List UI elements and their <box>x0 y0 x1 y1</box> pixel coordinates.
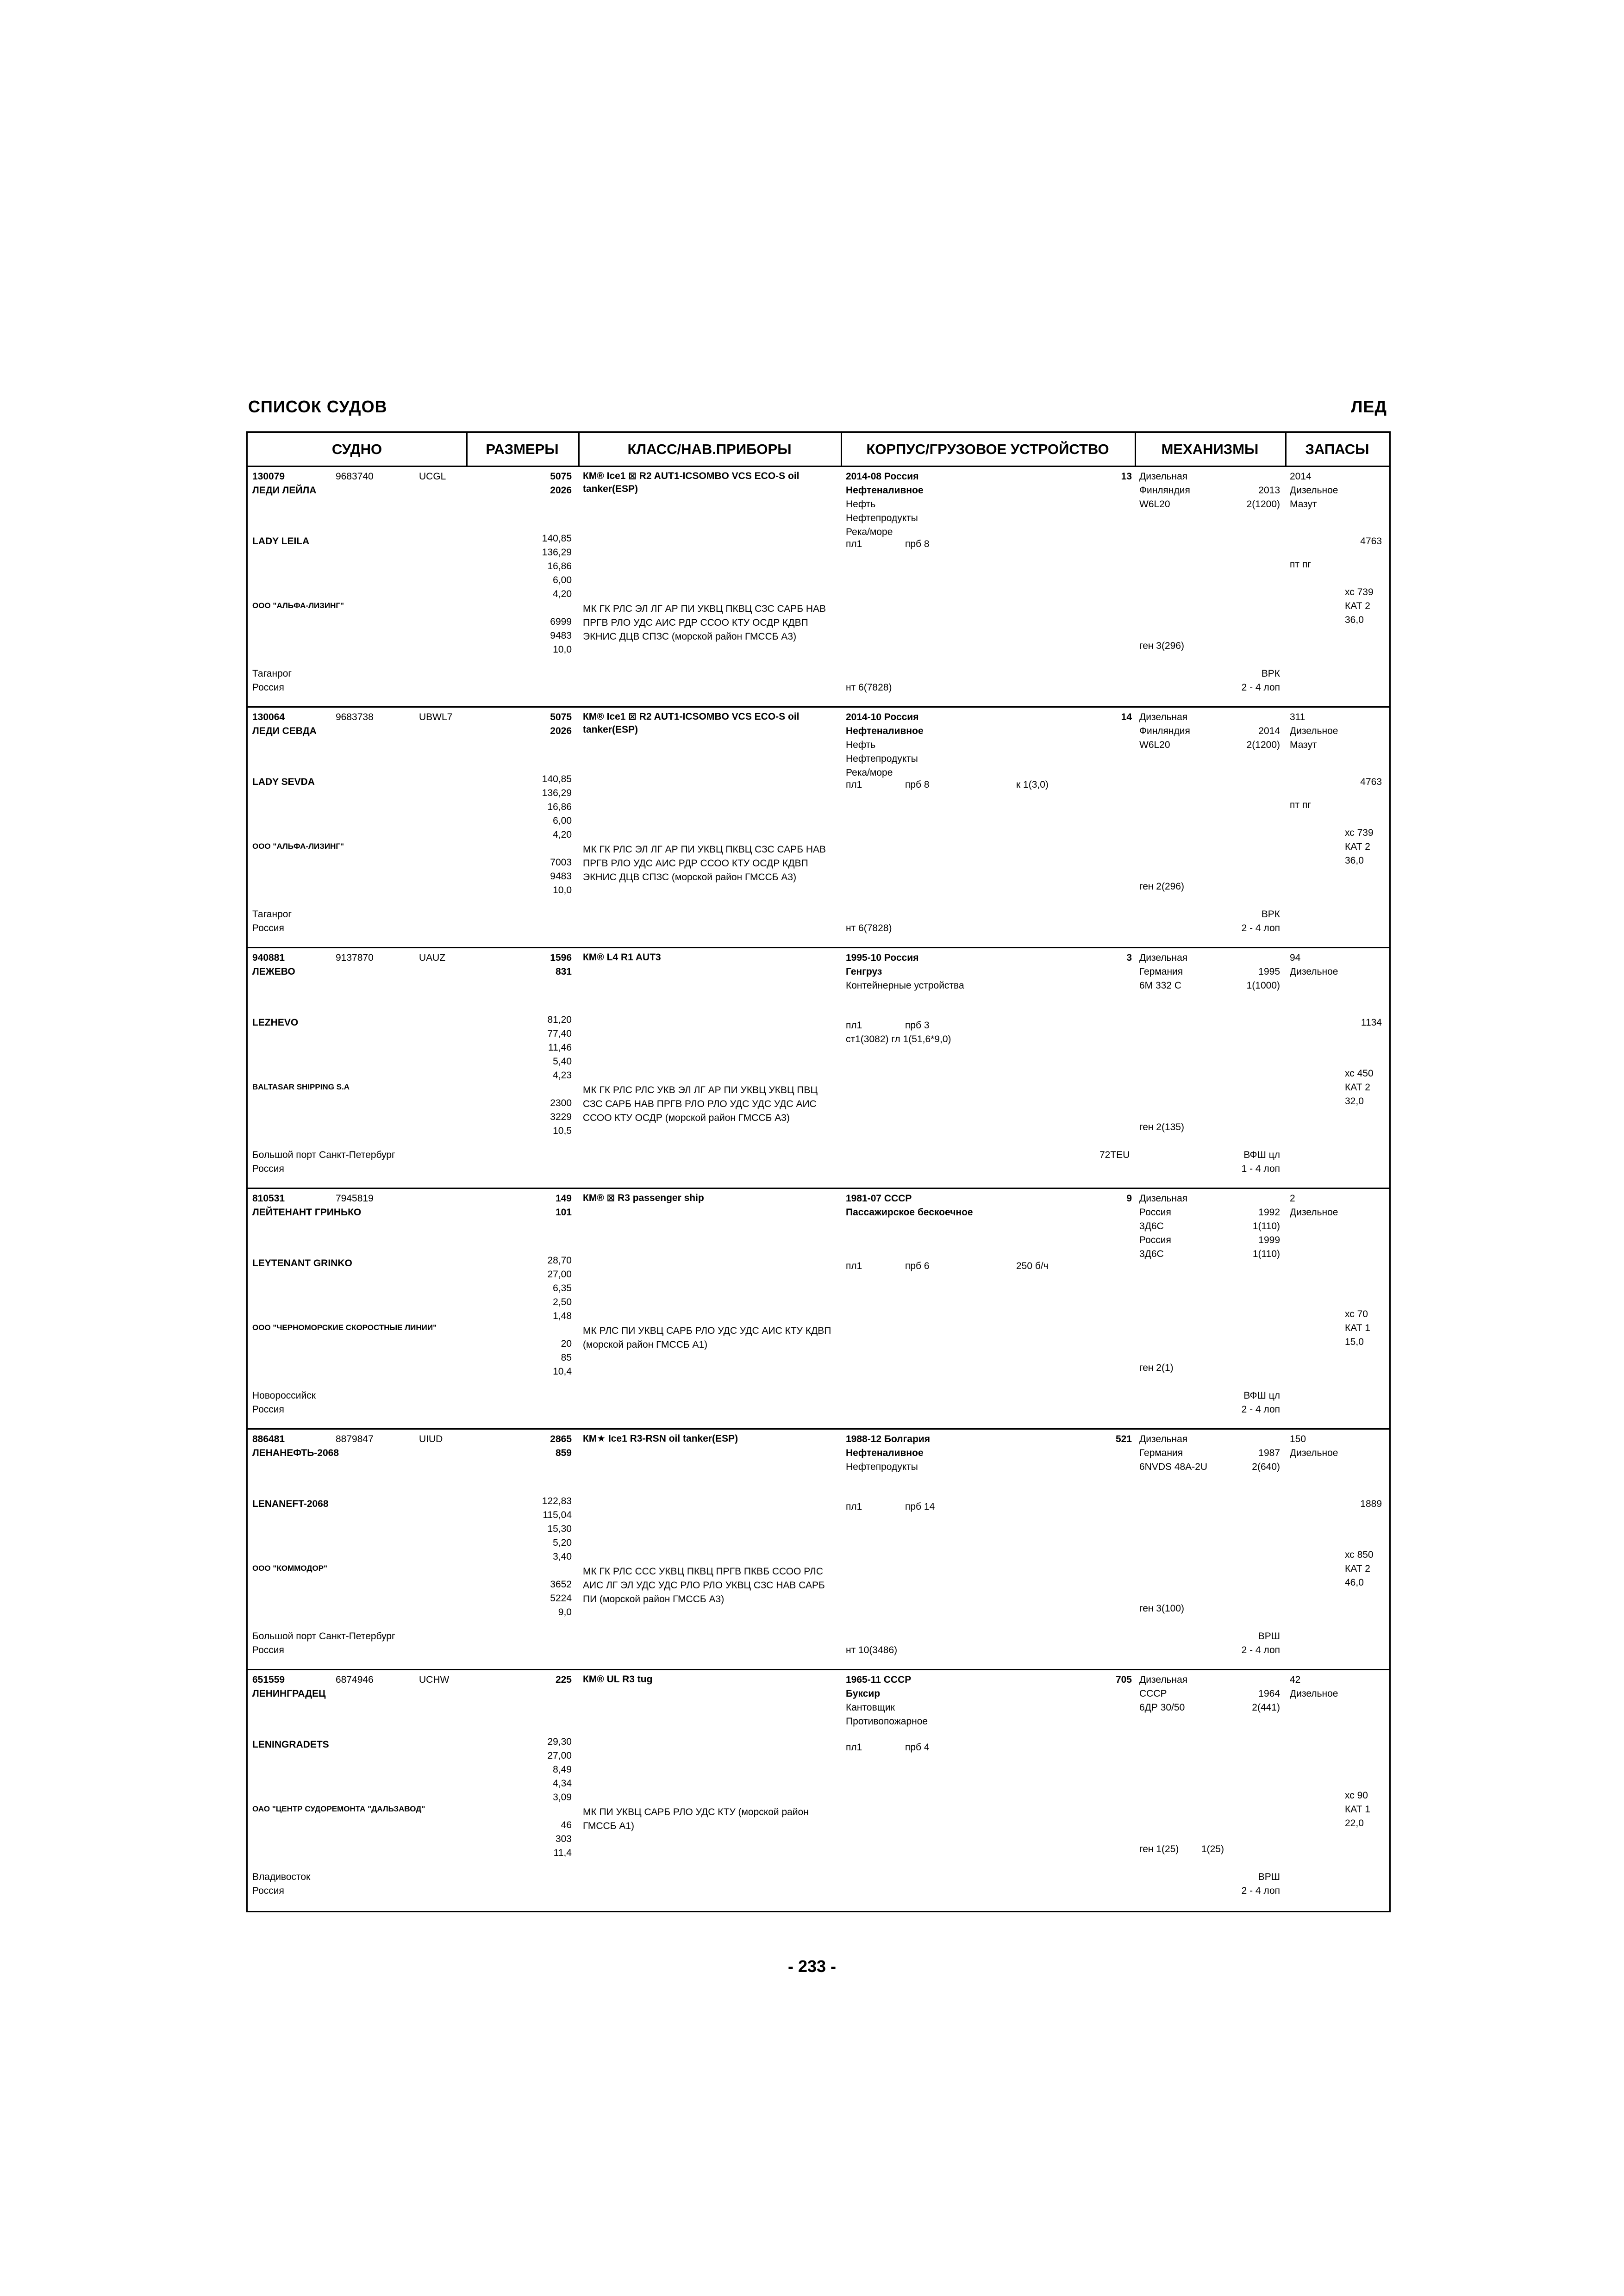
cargo-line-2: Кантовщик <box>846 1702 895 1713</box>
deadweight-2: 9483 <box>550 630 572 641</box>
fuel-type: Дизельное <box>1290 726 1338 736</box>
fuel-type: Дизельное <box>1290 1207 1338 1218</box>
xc-value: хс 850 <box>1345 1549 1374 1560</box>
category: КАТ 2 <box>1345 1563 1370 1574</box>
reg-number: 130079 <box>252 471 285 482</box>
bulkhead-info: прб 4 <box>905 1742 930 1753</box>
engine-country: Финляндия <box>1139 485 1190 496</box>
engine-year: 2013 <box>1258 485 1280 496</box>
imo-number: 7945819 <box>336 1193 374 1204</box>
nav-equipment: МК ГК РЛС РЛС УКВ ЭЛ ЛГ АР ПИ УКВЦ УКВЦ ПВЦ СЗС САРБ НАВ ПРГВ РЛО РЛО УДС УДС УДС АИС ССОО КТУ ОСДР (морской район ГМССБ А3) <box>583 1085 818 1123</box>
category: КАТ 2 <box>1345 841 1370 852</box>
call-sign: UBWL7 <box>419 712 453 722</box>
ship-name-en: LADY SEVDA <box>252 777 315 787</box>
category: КАТ 2 <box>1345 601 1370 611</box>
engine-type: Дизельная <box>1139 1193 1188 1204</box>
dim-4: 6,00 <box>553 575 572 585</box>
cargo-line-2: Нефтепродукты <box>846 1462 918 1472</box>
generators: ген 3(296) <box>1139 641 1185 651</box>
ship-name-en: LEZHEVO <box>252 1017 299 1028</box>
ship-name-ru: ЛЕЖЕВО <box>252 966 295 977</box>
ship-name-ru: ЛЕНИНГРАДЕЦ <box>252 1688 326 1699</box>
nav-equipment: МК ПИ УКВЦ САРБ РЛО УДС КТУ (морской район ГМССБ А1) <box>583 1807 809 1831</box>
section-label: ЛЕД <box>1351 397 1387 416</box>
reserve-year: 311 <box>1290 712 1305 722</box>
col-divider <box>578 433 580 467</box>
dim-3: 16,86 <box>547 802 572 812</box>
owner: ООО "ЧЕРНОМОРСКИЕ СКОРОСТНЫЕ ЛИНИИ" <box>252 1323 437 1332</box>
imo-number: 9137870 <box>336 952 374 963</box>
dim-1: 29,30 <box>547 1736 572 1747</box>
category: КАТ 1 <box>1345 1323 1370 1333</box>
ship-type: Генгруз <box>846 966 882 977</box>
engine-year: 1964 <box>1258 1688 1280 1699</box>
cargo-line-2: Нефть <box>846 740 876 750</box>
reserve-year: 2014 <box>1290 471 1312 482</box>
flag: Россия <box>252 1645 284 1655</box>
dim-5: 4,20 <box>553 589 572 599</box>
propeller: ВФШ цл <box>1243 1390 1280 1401</box>
call-sign: UCGL <box>419 471 446 482</box>
gross-tonnage: 5075 <box>550 471 572 482</box>
ship-record <box>248 708 1389 948</box>
deadweight-1: 7003 <box>550 857 572 868</box>
nav-equipment: МК ГК РЛС ЭЛ ЛГ АР ПИ УКВЦ ПКВЦ СЗС САРБ НАВ ПРГВ РЛО УДС АИС РДР ССОО КТУ ОСДР КДВП ЭКНИС ДЦВ СПЗС (морской район ГМССБ А3) <box>583 604 826 642</box>
speed: 10,5 <box>553 1126 572 1136</box>
bulkhead-info: прб 3 <box>905 1020 930 1031</box>
ship-record <box>248 1670 1389 1911</box>
cargo-gear: ст1(3082) гл 1(51,6*9,0) <box>846 1034 951 1045</box>
engine-model: 6NVDS 48A-2U <box>1139 1462 1208 1472</box>
fuel-type: Дизельное <box>1290 966 1338 977</box>
hull-number: 9 <box>1126 1193 1132 1204</box>
gross-tonnage: 149 <box>555 1193 572 1204</box>
dim-1: 140,85 <box>542 533 572 544</box>
nav-equipment: МК ГК РЛС ЭЛ ЛГ АР ПИ УКВЦ ПКВЦ СЗС САРБ НАВ ПРГВ РЛО УДС АИС РДР ССОО КТУ ОСДР КДВП ЭКНИС ДЦВ СПЗС (морской район ГМССБ А3) <box>583 844 826 883</box>
col-header-ship: СУДНО <box>248 433 466 467</box>
dim-2: 136,29 <box>542 788 572 798</box>
flag: Россия <box>252 682 284 693</box>
dim-5: 4,20 <box>553 829 572 840</box>
dim-4: 5,40 <box>553 1056 572 1067</box>
hold-extra: к 1(3,0) <box>1016 779 1049 790</box>
reserve-marks: пт пг <box>1290 559 1311 570</box>
dim-3: 8,49 <box>553 1764 572 1775</box>
speed: 10,0 <box>553 644 572 655</box>
generators: ген 2(1) <box>1139 1363 1174 1373</box>
deck-info: пл1 <box>846 779 862 790</box>
dim-4: 5,20 <box>553 1537 572 1548</box>
ship-record <box>248 1189 1389 1430</box>
dim-2: 27,00 <box>547 1750 572 1761</box>
page-title: СПИСОК СУДОВ <box>248 397 387 416</box>
speed: 10,0 <box>553 885 572 896</box>
engine-power: 2(1200) <box>1246 499 1280 510</box>
deadweight-2: 5224 <box>550 1593 572 1604</box>
engine-type: Дизельная <box>1139 1674 1188 1685</box>
engine-country: СССР <box>1139 1688 1167 1699</box>
owner: ООО "КОММОДОР" <box>252 1564 328 1573</box>
net-tonnage: 859 <box>555 1448 572 1458</box>
tank-info: нт 6(7828) <box>846 923 892 933</box>
hull-number: 521 <box>1115 1434 1132 1444</box>
propeller: ВРК <box>1261 668 1280 679</box>
home-port: Новороссийск <box>252 1390 316 1401</box>
xc-value: хс 90 <box>1345 1790 1368 1801</box>
blades: 2 - 4 лоп <box>1241 682 1280 693</box>
engine-country: Германия <box>1139 1448 1183 1458</box>
deadweight-1: 20 <box>561 1338 572 1349</box>
class-notation: КМ® Ice1 ⊠ R2 AUT1-ICSOMBO VCS ECO-S oil tanker(ESP) <box>583 471 800 494</box>
col-divider <box>466 433 468 467</box>
engine-power: 2(640) <box>1252 1462 1280 1472</box>
engine-power-2: 1(110) <box>1252 1249 1280 1259</box>
category-value: 36,0 <box>1345 615 1364 625</box>
class-notation: КМ® ⊠ R3 passenger ship <box>583 1193 704 1203</box>
ship-name-en: LEYTENANT GRINKO <box>252 1258 352 1269</box>
tank-info: нт 6(7828) <box>846 682 892 693</box>
flag: Россия <box>252 1885 284 1896</box>
cargo-line-2: Контейнерные устройства <box>846 980 964 991</box>
category-value: 22,0 <box>1345 1818 1364 1829</box>
fuel-type-2: Мазут <box>1290 740 1317 750</box>
col-divider <box>841 433 842 467</box>
reserve-year: 150 <box>1290 1434 1306 1444</box>
gross-tonnage: 1596 <box>550 952 572 963</box>
blades: 2 - 4 лоп <box>1241 1885 1280 1896</box>
dim-5: 3,40 <box>553 1551 572 1562</box>
deadweight-1: 3652 <box>550 1579 572 1590</box>
class-notation: КМ® UL R3 tug <box>583 1674 653 1685</box>
hull-number: 705 <box>1115 1674 1132 1685</box>
call-sign: UCHW <box>419 1674 450 1685</box>
col-divider <box>1135 433 1136 467</box>
category: КАТ 1 <box>1345 1804 1370 1815</box>
build-info: 1988-12 Болгария <box>846 1434 931 1444</box>
call-sign: UAUZ <box>419 952 446 963</box>
imo-number: 6874946 <box>336 1674 374 1685</box>
build-info: 1995-10 Россия <box>846 952 919 963</box>
engine-type: Дизельная <box>1139 471 1188 482</box>
reg-number: 886481 <box>252 1434 285 1444</box>
build-info: 2014-10 Россия <box>846 712 919 722</box>
generators-2: 1(25) <box>1201 1844 1224 1854</box>
xc-value: хс 70 <box>1345 1309 1368 1319</box>
reserve-capacity: 4763 <box>1360 777 1382 787</box>
engine-country: Финляндия <box>1139 726 1190 736</box>
xc-value: хс 739 <box>1345 828 1374 838</box>
ship-record <box>248 467 1389 708</box>
deadweight-1: 2300 <box>550 1098 572 1108</box>
bulkhead-info: прб 8 <box>905 539 930 549</box>
ship-name-en: LENANEFT-2068 <box>252 1499 329 1509</box>
tank-info: нт 10(3486) <box>846 1645 898 1655</box>
engine-model-2: 3Д6С <box>1139 1249 1164 1259</box>
engine-model: W6L20 <box>1139 740 1170 750</box>
gross-tonnage: 5075 <box>550 712 572 722</box>
speed: 9,0 <box>558 1607 572 1618</box>
cargo-line-4: Река/море <box>846 527 893 537</box>
blades: 2 - 4 лоп <box>1241 1404 1280 1415</box>
deadweight-1: 46 <box>561 1820 572 1830</box>
xc-value: хс 739 <box>1345 587 1374 597</box>
fuel-type: Дизельное <box>1290 485 1338 496</box>
engine-type: Дизельная <box>1139 952 1188 963</box>
dim-2: 115,04 <box>543 1510 572 1520</box>
reg-number: 940881 <box>252 952 285 963</box>
speed: 11,4 <box>553 1848 572 1858</box>
engine-model: 6M 332 C <box>1139 980 1182 991</box>
reg-number: 651559 <box>252 1674 285 1685</box>
build-info: 1981-07 СССР <box>846 1193 912 1204</box>
engine-power: 1(110) <box>1252 1221 1280 1232</box>
engine-year: 2014 <box>1258 726 1280 736</box>
propeller: ВФШ цл <box>1243 1150 1280 1160</box>
build-info: 1965-11 СССР <box>846 1674 912 1685</box>
net-tonnage: 831 <box>555 966 572 977</box>
blades: 2 - 4 лоп <box>1241 1645 1280 1655</box>
ships-table <box>246 431 1391 1912</box>
dim-3: 15,30 <box>547 1524 572 1534</box>
dim-1: 122,83 <box>542 1496 572 1506</box>
bulkhead-info: прб 8 <box>905 779 930 790</box>
engine-country-2: Россия <box>1139 1235 1171 1245</box>
net-tonnage: 2026 <box>550 726 572 736</box>
nav-equipment: МК РЛС ПИ УКВЦ САРБ РЛО УДС УДС АИС КТУ КДВП (морской район ГМССБ А1) <box>583 1325 831 1350</box>
ship-name-en: LENINGRADETS <box>252 1739 329 1750</box>
ship-type: Нефтеналивное <box>846 485 924 496</box>
reg-number: 810531 <box>252 1193 285 1204</box>
dim-4: 4,34 <box>553 1778 572 1789</box>
engine-power: 1(1000) <box>1246 980 1280 991</box>
ship-name-ru: ЛЕДИ ЛЕЙЛА <box>252 485 317 496</box>
fuel-type: Дизельное <box>1290 1688 1338 1699</box>
fuel-type-2: Мазут <box>1290 499 1317 510</box>
ship-record <box>248 948 1389 1189</box>
home-port: Большой порт Санкт-Петербург <box>252 1150 395 1160</box>
engine-year-2: 1999 <box>1258 1235 1280 1245</box>
reserve-year: 42 <box>1290 1674 1301 1685</box>
dim-1: 140,85 <box>542 774 572 784</box>
blades: 1 - 4 лоп <box>1241 1164 1280 1174</box>
dim-1: 28,70 <box>547 1255 572 1266</box>
dim-2: 136,29 <box>542 547 572 558</box>
ship-record <box>248 1430 1389 1670</box>
generators: ген 1(25) <box>1139 1844 1179 1854</box>
dim-4: 6,00 <box>553 815 572 826</box>
deadweight-2: 3229 <box>550 1112 572 1122</box>
category: КАТ 2 <box>1345 1082 1370 1093</box>
cargo-line-4: Река/море <box>846 767 893 778</box>
col-header-reserves: ЗАПАСЫ <box>1285 433 1389 467</box>
deadweight-1: 6999 <box>550 616 572 627</box>
class-notation: КМ★ Ice1 R3-RSN oil tanker(ESP) <box>583 1433 738 1444</box>
dim-2: 77,40 <box>547 1028 572 1039</box>
engine-year: 1995 <box>1258 966 1280 977</box>
owner: ОАО "ЦЕНТР СУДОРЕМОНТА "ДАЛЬЗАВОД" <box>252 1804 425 1813</box>
hull-number: 13 <box>1121 471 1132 482</box>
category-value: 46,0 <box>1345 1577 1364 1588</box>
category-value: 32,0 <box>1345 1096 1364 1107</box>
dim-2: 27,00 <box>547 1269 572 1280</box>
deck-info: пл1 <box>846 539 862 549</box>
col-header-dims: РАЗМЕРЫ <box>466 433 578 467</box>
home-port: Таганрог <box>252 668 292 679</box>
xc-value: хс 450 <box>1345 1068 1374 1079</box>
owner: ООО "АЛЬФА-ЛИЗИНГ" <box>252 601 344 610</box>
category-value: 36,0 <box>1345 855 1364 866</box>
page-number: - 233 - <box>787 1957 837 1976</box>
deck-info: пл1 <box>846 1020 862 1031</box>
propeller: ВРШ <box>1258 1872 1280 1882</box>
dim-3: 16,86 <box>547 561 572 572</box>
deck-info: пл1 <box>846 1742 862 1753</box>
engine-year: 1992 <box>1258 1207 1280 1218</box>
dim-5: 4,23 <box>553 1070 572 1081</box>
deadweight-2: 85 <box>561 1352 572 1363</box>
propeller: ВРК <box>1261 909 1280 920</box>
cargo-line-3: Противопожарное <box>846 1716 928 1727</box>
category-value: 15,0 <box>1345 1337 1364 1347</box>
class-notation: КМ® L4 R1 AUT3 <box>583 952 661 963</box>
home-port: Таганрог <box>252 909 292 920</box>
col-header-hull: КОРПУС/ГРУЗОВОЕ УСТРОЙСТВО <box>841 433 1135 467</box>
bulkhead-info: прб 6 <box>905 1261 930 1271</box>
col-divider <box>1285 433 1287 467</box>
gross-tonnage: 225 <box>555 1674 572 1685</box>
reg-number: 130064 <box>252 712 285 722</box>
engine-type: Дизельная <box>1139 712 1188 722</box>
ship-type: Пассажирское бескоечное <box>846 1207 973 1218</box>
call-sign: UIUD <box>419 1434 443 1444</box>
dim-3: 11,46 <box>548 1042 572 1053</box>
ship-name-ru: ЛЕДИ СЕВДА <box>252 726 317 736</box>
build-info: 2014-08 Россия <box>846 471 919 482</box>
reserve-capacity: 4763 <box>1360 536 1382 547</box>
ship-type: Нефтеналивное <box>846 1448 924 1458</box>
owner: BALTASAR SHIPPING S.A <box>252 1083 350 1091</box>
owner: ООО "АЛЬФА-ЛИЗИНГ" <box>252 842 344 851</box>
propeller: ВРШ <box>1258 1631 1280 1642</box>
deadweight-2: 303 <box>555 1834 572 1844</box>
engine-model: 6ДР 30/50 <box>1139 1702 1185 1713</box>
speed: 10,4 <box>553 1366 572 1377</box>
dim-1: 81,20 <box>547 1014 572 1025</box>
flag: Россия <box>252 1404 284 1415</box>
dim-5: 3,09 <box>553 1792 572 1803</box>
bulkhead-info: прб 14 <box>905 1501 935 1512</box>
engine-country: Германия <box>1139 966 1183 977</box>
deck-info: пл1 <box>846 1501 862 1512</box>
dim-5: 1,48 <box>553 1311 572 1321</box>
cargo-line-3: Нефтепродукты <box>846 513 918 523</box>
net-tonnage: 2026 <box>550 485 572 496</box>
engine-model: 3Д6С <box>1139 1221 1164 1232</box>
imo-number: 9683738 <box>336 712 374 722</box>
deadweight-2: 9483 <box>550 871 572 882</box>
ship-type: Нефтеналивное <box>846 726 924 736</box>
reserve-capacity: 1134 <box>1361 1017 1382 1028</box>
engine-country: Россия <box>1139 1207 1171 1218</box>
ship-name-ru: ЛЕНАНЕФТЬ-2068 <box>252 1448 339 1458</box>
ship-name-en: LADY LEILA <box>252 536 310 547</box>
dim-3: 6,35 <box>553 1283 572 1294</box>
col-header-class: КЛАСС/НАВ.ПРИБОРЫ <box>578 433 841 467</box>
engine-type: Дизельная <box>1139 1434 1188 1444</box>
hull-number: 14 <box>1121 712 1132 722</box>
reserve-marks: пт пг <box>1290 800 1311 810</box>
engine-model: W6L20 <box>1139 499 1170 510</box>
engine-power: 2(441) <box>1252 1702 1280 1713</box>
net-tonnage: 101 <box>555 1207 572 1218</box>
engine-year: 1987 <box>1258 1448 1280 1458</box>
reserve-year: 94 <box>1290 952 1301 963</box>
nav-equipment: МК ГК РЛС ССС УКВЦ ПКВЦ ПРГВ ПКВБ ССОО РЛС АИС ЛГ ЭЛ УДС УДС РЛО РЛО УКВЦ СЗС НАВ САРБ ПИ (морской район ГМССБ А3) <box>583 1566 825 1605</box>
imo-number: 9683740 <box>336 471 374 482</box>
home-port: Владивосток <box>252 1872 311 1882</box>
ship-type: Буксир <box>846 1688 881 1699</box>
engine-power: 2(1200) <box>1246 740 1280 750</box>
flag: Россия <box>252 923 284 933</box>
fuel-type: Дизельное <box>1290 1448 1338 1458</box>
gross-tonnage: 2865 <box>550 1434 572 1444</box>
hold-extra: 250 б/ч <box>1016 1261 1049 1271</box>
reserve-capacity: 1889 <box>1360 1499 1382 1509</box>
blades: 2 - 4 лоп <box>1241 923 1280 933</box>
deck-info: пл1 <box>846 1261 862 1271</box>
col-header-engines: МЕХАНИЗМЫ <box>1135 433 1285 467</box>
ship-name-ru: ЛЕЙТЕНАНТ ГРИНЬКО <box>252 1207 362 1218</box>
cargo-line-2: Нефть <box>846 499 876 510</box>
generators: ген 2(296) <box>1139 881 1185 892</box>
class-notation: КМ® Ice1 ⊠ R2 AUT1-ICSOMBO VCS ECO-S oil tanker(ESP) <box>583 711 800 735</box>
hull-number: 3 <box>1126 952 1132 963</box>
cargo-line-3: Нефтепродукты <box>846 753 918 764</box>
dim-4: 2,50 <box>553 1297 572 1307</box>
home-port: Большой порт Санкт-Петербург <box>252 1631 395 1642</box>
generators: ген 2(135) <box>1139 1122 1185 1132</box>
container-capacity: 72TEU <box>1099 1150 1130 1160</box>
reserve-year: 2 <box>1290 1193 1295 1204</box>
imo-number: 8879847 <box>336 1434 374 1444</box>
generators: ген 3(100) <box>1139 1603 1185 1614</box>
flag: Россия <box>252 1164 284 1174</box>
